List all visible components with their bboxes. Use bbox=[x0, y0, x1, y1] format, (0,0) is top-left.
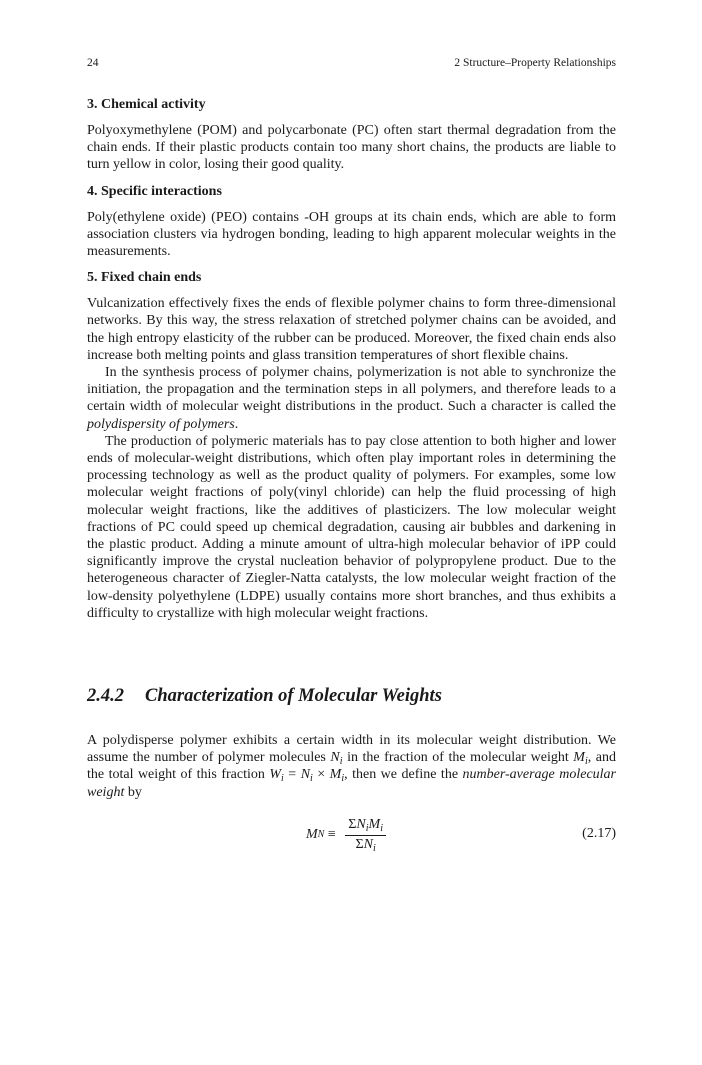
section-number: 2.4.2 bbox=[87, 686, 124, 707]
text-run: , then we define the bbox=[344, 767, 463, 783]
item-specific-interactions bbox=[87, 182, 616, 261]
math-sub: i bbox=[341, 773, 345, 785]
math-var: M bbox=[573, 750, 585, 766]
text-run: , and the total weight of this fraction bbox=[87, 750, 616, 783]
equation bbox=[87, 815, 616, 861]
item-heading: 5. Fixed chain ends bbox=[87, 270, 202, 286]
fraction bbox=[345, 817, 386, 853]
item-text: Poly(ethylene oxide) (PEO) contains -OH groups at its chain ends, which are able to form association clusters via hydrogen bonding, leading to high apparent molecular weights in the measurements. bbox=[87, 209, 616, 260]
paragraph-production: The production of polymeric materials has to pay close attention to both higher and lower ends of molecular-weight distributions, which often play important roles in determining the processing technology as well as the product quality of polymers. For examples, some low molecular weight fractions of poly(vinyl chloride) can help the fluid processing of high molecular weight fractions, like the additives of plasticizers. The low molecular weight fractions of PC could speed up chemical degradation, causing air bubbles and darkening in the plastic product. Adding a minute amount of ultra-high molecular behavior of iPP could significantly improve the crystal nucleation behavior of polypropylene product. Due to the heterogeneous character of Ziegler-Natta catalysts, the low molecular weight fraction of the low-density polyethylene (LDPE) usually contains more short branches, and thus exhibits a difficulty to crystallize with high molecular weight fractions. bbox=[87, 433, 616, 621]
equation-number: (2.17) bbox=[582, 825, 616, 841]
math-var: N bbox=[330, 750, 340, 766]
text-run: in the fraction of the molecular weight bbox=[342, 750, 574, 766]
math-sub: i bbox=[372, 842, 376, 854]
math-var: N bbox=[356, 816, 366, 832]
math-var: M bbox=[368, 816, 381, 832]
section-title: Characterization of Molecular Weights bbox=[145, 686, 442, 707]
equation-body: M N ≡ $\frac{\Sigma N_iM_i}{\Sigma N_i}$ bbox=[306, 815, 386, 855]
math-var: M bbox=[329, 767, 342, 783]
math-sub: i bbox=[365, 822, 369, 834]
math-sub: i bbox=[380, 822, 383, 834]
emphasized-term: number-average molecular weight bbox=[87, 767, 617, 800]
item-chemical-activity bbox=[87, 95, 616, 174]
text-run: by bbox=[124, 784, 142, 800]
main-content bbox=[87, 95, 616, 861]
item-heading: 3. Chemical activity bbox=[87, 97, 206, 112]
fraction-numerator bbox=[345, 817, 386, 836]
sum-symbol: Σ bbox=[355, 836, 364, 852]
page-number: 24 bbox=[87, 57, 99, 69]
math-operator: ≡ bbox=[324, 826, 340, 842]
math-operator: = bbox=[283, 767, 301, 783]
math-var: W bbox=[269, 767, 282, 783]
math-var: N bbox=[363, 836, 373, 852]
fraction-denominator bbox=[355, 836, 375, 853]
math-var: M bbox=[306, 826, 318, 842]
item-fixed-chain-ends bbox=[87, 268, 616, 364]
math-sub: i bbox=[281, 773, 284, 785]
math-sub: i bbox=[310, 773, 313, 785]
running-head bbox=[87, 57, 616, 69]
paragraph-polydispersity bbox=[87, 364, 616, 433]
math-operator: × bbox=[312, 767, 330, 783]
sum-symbol: Σ bbox=[348, 816, 357, 832]
section-heading bbox=[87, 684, 616, 708]
text-run: In the synthesis process of polymer chains, polymerization is not able to synchronize the initiation, the propagation and the termination steps in all polymers, and therefore leads to a certain width of molecular weight distributions in the product. Such a character is called the bbox=[87, 365, 616, 415]
text-run: . bbox=[234, 416, 239, 432]
math-var: N bbox=[300, 767, 311, 783]
math-sub: i bbox=[584, 756, 588, 768]
text-run: A polydisperse polymer exhibits a certain width in its molecular weight distribution. We assume the number of polymer molecules bbox=[87, 733, 616, 766]
item-heading: 4. Specific interactions bbox=[87, 183, 222, 199]
paragraph-definition bbox=[87, 732, 616, 801]
emphasized-term: polydispersity of polymers bbox=[87, 416, 235, 432]
math-sub: i bbox=[339, 756, 343, 768]
chapter-title: 2 Structure–Property Relationships bbox=[454, 57, 616, 69]
item-text: Polyoxymethylene (POM) and polycarbonate (PC) often start thermal degradation from the chain ends. If their plastic products contain too many short chains, the products are liable to turn yellow in color, losing their good quality. bbox=[87, 123, 616, 173]
item-text: Vulcanization effectively fixes the ends of flexible polymer chains to form three-dimensional networks. By this way, the stress relaxation of stretched polymer chains can be avoided, and the high entropy elasticity of the rubber can be produced. Moreover, the fixed chain ends also increase both melting points and glass transition temperatures of short flexible chains. bbox=[87, 296, 616, 363]
